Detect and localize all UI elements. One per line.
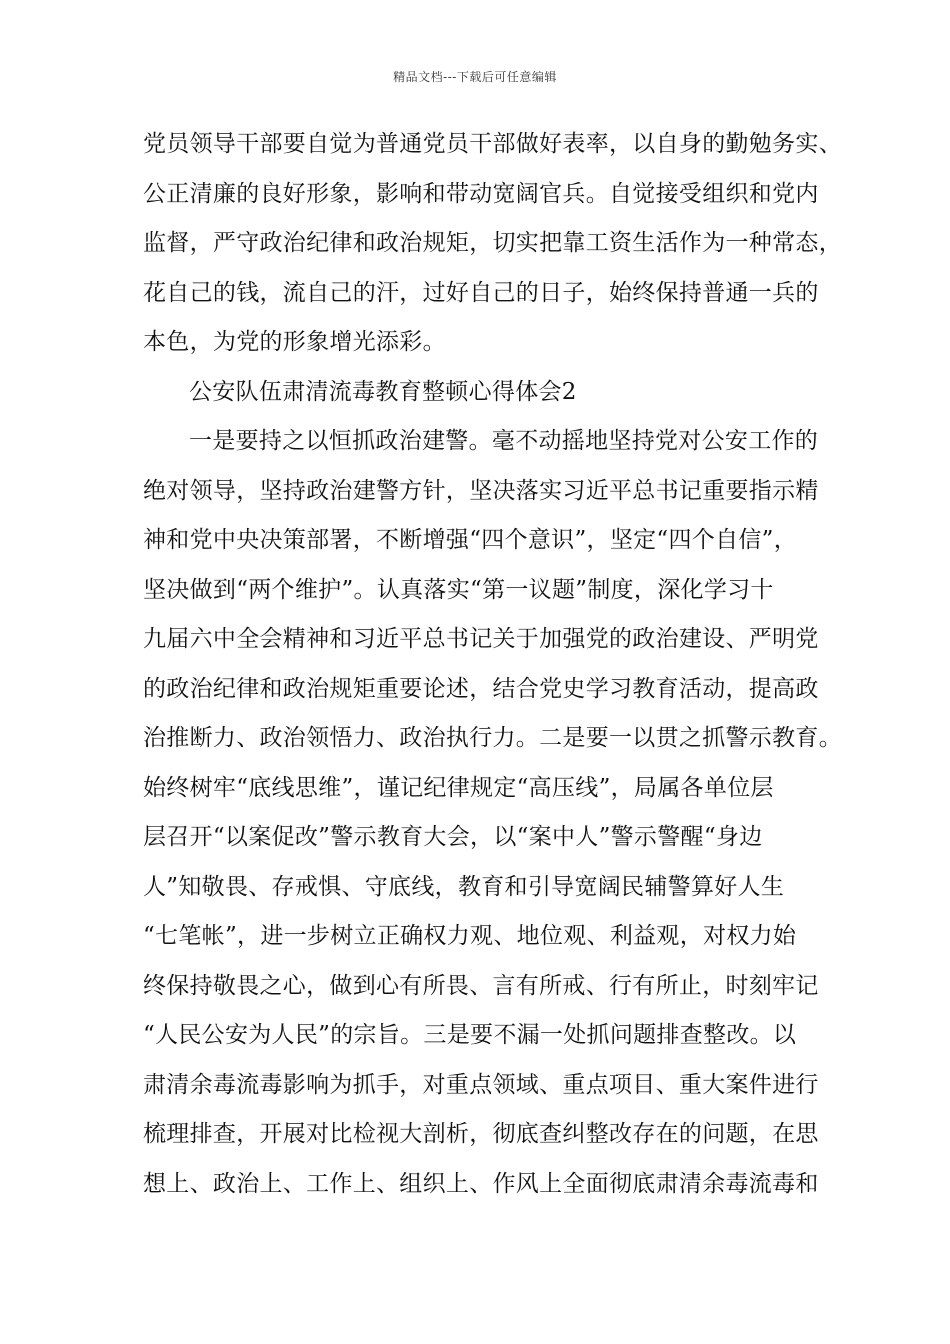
body-line: 人”知敬畏、存戒惧、守底线，教育和引导宽阔民辅警算好人生 <box>143 873 785 900</box>
body-line: 终保持敬畏之心，做到心有所畏、言有所戒、行有所止，时刻牢记 <box>143 972 819 999</box>
document-body <box>143 128 842 1217</box>
body-line: 本色，为党的形象增光添彩。 <box>143 329 446 355</box>
body-line: 神和党中央决策部署，不断增强“四个意识”，坚定“四个自信”， <box>143 527 798 553</box>
body-line: 的政治纪律和政治规矩重要论述，结合党史学习教育活动，提高政 <box>143 675 819 702</box>
body-line: 九届六中全会精神和习近平总书记关于加强党的政治建设、严明党 <box>143 626 819 652</box>
body-line: “七笔帐”，进一步树立正确权力观、地位观、利益观，对权力始 <box>143 923 797 949</box>
body-line: 始终树牢“底线思维”，谨记纪律规定“高压线”，局属各单位层 <box>143 774 774 801</box>
body-line: 肃清余毒流毒影响为抓手，对重点领域、重点项目、重大案件进行 <box>143 1071 819 1098</box>
page-header: 精品文档---下载后可任意编辑 <box>393 70 557 84</box>
section-heading: 公安队伍肃清流毒教育整顿心得体会2 <box>189 378 577 405</box>
body-line: 监督，严守政治纪律和政治规矩，切实把靠工资生活作为一种常态， <box>143 230 842 256</box>
body-line: 党员领导干部要自觉为普通党员干部做好表率，以自身的勤勉务实、 <box>143 131 842 157</box>
body-line: 公正清廉的良好形象，影响和带动宽阔官兵。自觉接受组织和党内 <box>143 180 819 207</box>
body-line: 坚决做到“两个维护”。认真落实“第一议题”制度，深化学习十 <box>143 576 774 603</box>
body-line: 花自己的钱，流自己的汗，过好自己的日子，始终保持普通一兵的 <box>143 279 819 306</box>
body-line: 梳理排查，开展对比检视大剖析，彻底查纠整改存在的问题，在思 <box>143 1121 819 1147</box>
body-line: 治推断力、政治领悟力、政治执行力。二是要一以贯之抓警示教育。 <box>143 725 842 751</box>
body-line: 想上、政治上、工作上、组织上、作风上全面彻底肃清余毒流毒和 <box>143 1170 819 1197</box>
body-line: 绝对领导，坚持政治建警方针，坚决落实习近平总书记重要指示精 <box>143 477 819 504</box>
body-line: 一是要持之以恒抓政治建警。毫不动摇地坚持党对公安工作的 <box>189 428 819 454</box>
body-line: “人民公安为人民”的宗旨。三是要不漏一处抓问题排查整改。以 <box>143 1022 797 1048</box>
body-line: 层召开“以案促改”警示教育大会，以“案中人”警示警醒“身边 <box>143 824 763 850</box>
